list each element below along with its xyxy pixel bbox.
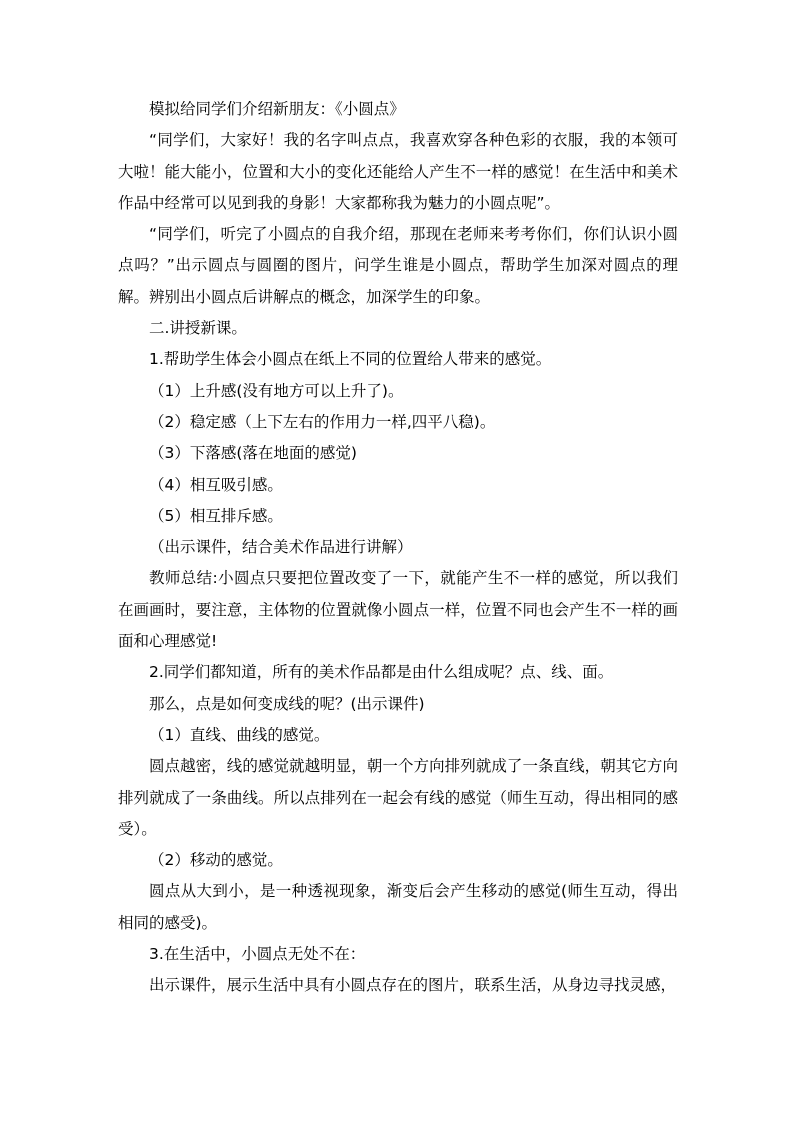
movement-explanation-paragraph: 圆点从大到小，是一种透视现象，渐变后会产生移动的感觉(师生互动，得出相同的感受)。	[118, 882, 678, 932]
courseware-note: （出示课件，结合美术作品进行讲解）	[149, 538, 413, 557]
intro-line: 模拟给同学们介绍新朋友：《小圆点》	[149, 100, 405, 118]
self-introduction-paragraph: “同学们，大家好！我的名字叫点点，我喜欢穿各种色彩的衣服，我的本领可大啦！能大能小，位置和大小的变化还能给人产生不一样的感觉！在生活中和美术作品中经常可以见到我的身影！大家都称我为魅力的小圆点呢”。	[118, 131, 678, 212]
list-item-stable: （2）稳定感（上下左右的作用力一样,四平八稳)。	[149, 412, 496, 431]
list-item-line-feeling: （1）直线、曲线的感觉。	[149, 725, 330, 744]
life-examples-paragraph: 出示课件，展示生活中具有小圆点存在的图片，联系生活，从身边寻找灵感，	[149, 976, 677, 995]
list-item-rising: （1）上升感(没有地方可以上升了)。	[149, 381, 404, 400]
list-item-falling: （3）下落感(落在地面的感觉)	[149, 444, 357, 463]
list-item-movement: （2）移动的感觉。	[149, 851, 283, 870]
list-item-attraction: （4）相互吸引感。	[149, 475, 283, 494]
document-page	[118, 94, 678, 1002]
point-one-heading: 1.帮助学生体会小圆点在纸上不同的位置给人带来的感觉。	[149, 350, 552, 369]
teacher-summary-paragraph: 教师总结:小圆点只要把位置改变了一下，就能产生不一样的感觉，所以我们在画画时，要注意，主体物的位置就像小圆点一样，位置不同也会产生不一样的画面和心理感觉!	[118, 569, 678, 651]
dot-to-line-question: 那么，点是如何变成线的呢？(出示课件)	[149, 694, 425, 713]
point-two-heading: 2.同学们都知道，所有的美术作品都是由什么组成呢？点、线、面。	[149, 663, 614, 682]
line-explanation-paragraph: 圆点越密，线的感觉就越明显，朝一个方向排列就成了一条直线，朝其它方向排列就成了一条曲线。所以点排列在一起会有线的感觉（师生互动，得出相同的感受）。	[118, 757, 678, 838]
section-heading: 二.讲授新课。	[149, 319, 247, 338]
teacher-question-paragraph: “同学们，听完了小圆点的自我介绍，那现在老师来考考你们，你们认识小圆点吗？”出示圆点与圆圈的图片，问学生谁是小圆点，帮助学生加深对圆点的理解。辨别出小圆点后讲解点的概念，加深学生的印象。	[118, 225, 678, 306]
point-three-heading: 3.在生活中，小圆点无处不在：	[149, 945, 366, 964]
list-item-repulsion: （5）相互排斥感。	[149, 506, 283, 525]
